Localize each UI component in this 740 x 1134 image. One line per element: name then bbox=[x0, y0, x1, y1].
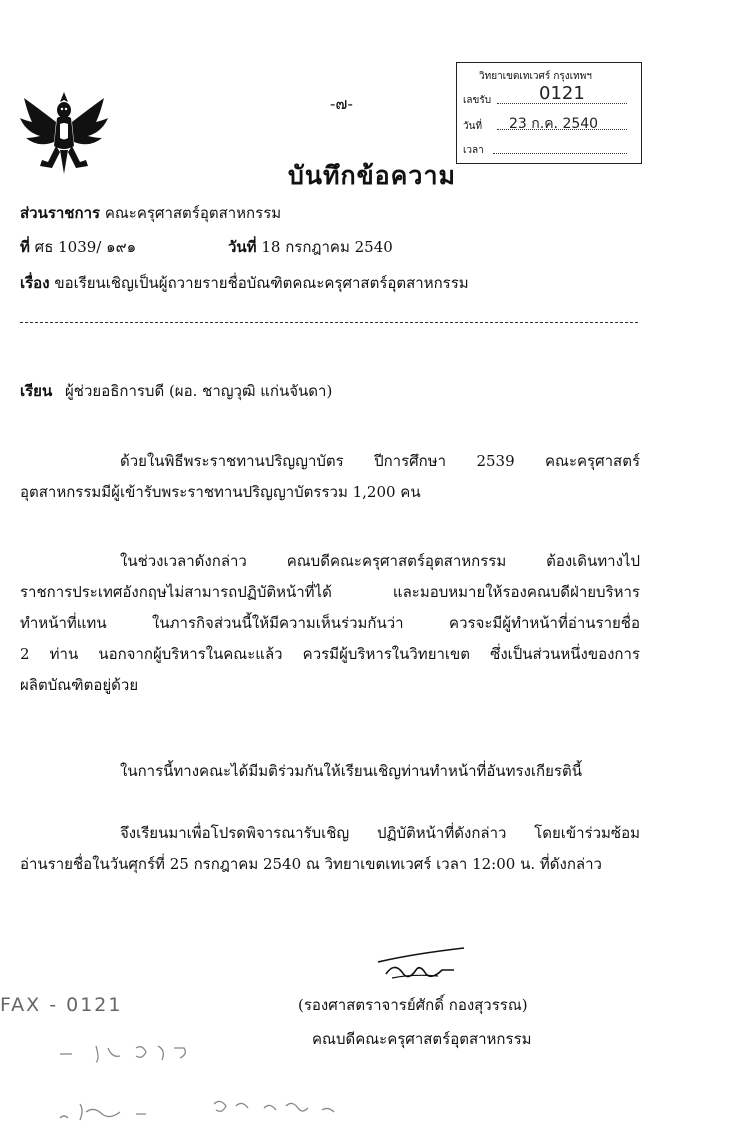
paragraph-1-line: ด้วยในพิธีพระราชทานปริญญาบัตร ปีการศึกษา 2539 คณะครุศาสตร์ bbox=[120, 452, 640, 470]
paragraph-4 bbox=[20, 818, 640, 880]
doc-no-label: ที่ bbox=[20, 238, 30, 256]
stamp-org: วิทยาเขตเทเวศร์ กรุงเทพฯ bbox=[479, 71, 592, 82]
date-label: วันที่ bbox=[228, 238, 257, 256]
subject-value: ขอเรียนเชิญเป็นผู้ถวายรายชื่อบัณฑิตคณะครุศาสตร์อุตสาหกรรม bbox=[54, 274, 469, 292]
paragraph-3 bbox=[20, 756, 640, 787]
paragraph-3-line: ในการนี้ทางคณะได้มีมติร่วมกันให้เรียนเชิญท่านทำหน้าที่อันทรงเกียรตินี้ bbox=[120, 762, 582, 780]
header-dept bbox=[20, 206, 281, 221]
stamp-time-label: เวลา bbox=[463, 145, 484, 156]
fax-note: FAX - 0121 bbox=[0, 994, 123, 1016]
header-separator bbox=[20, 322, 638, 323]
paragraph-1 bbox=[20, 446, 640, 508]
received-stamp bbox=[456, 62, 642, 164]
signature-scribble bbox=[372, 944, 472, 994]
paragraph-2-line: ราชการประเทศอังกฤษไม่สามารถปฏิบัติหน้าที่ได้ และมอบหมายให้รองคณบดีฝ่ายบริหาร bbox=[20, 583, 640, 601]
salutation bbox=[20, 384, 332, 399]
page-mark: -๗- bbox=[330, 94, 353, 113]
paragraph-4-line: อ่านรายชื่อในวันศุกร์ที่ 25 กรกฎาคม 2540 ณ วิทยาเขตเทเวศร์ เวลา 12:00 น. ที่ดังกล่าว bbox=[20, 855, 602, 873]
handwritten-margin-note bbox=[50, 1040, 370, 1130]
date-value: 18 กรกฎาคม 2540 bbox=[261, 238, 393, 256]
stamp-received-label: เลขรับ bbox=[463, 95, 492, 106]
paragraph-2-line: ในช่วงเวลาดังกล่าว คณบดีคณะครุศาสตร์อุตสาหกรรม ต้องเดินทางไป bbox=[120, 552, 640, 570]
paragraph-2-line: ผลิตบัณฑิตอยู่ด้วย bbox=[20, 676, 139, 694]
garuda-emblem bbox=[18, 88, 110, 180]
paragraph-1-line: อุตสาหกรรมมีผู้เข้ารับพระราชทานปริญญาบัตรรวม 1,200 คน bbox=[20, 483, 421, 501]
stamp-time-rule bbox=[493, 153, 627, 154]
header-doc-no bbox=[20, 240, 136, 255]
header-date bbox=[228, 240, 393, 255]
paragraph-2 bbox=[20, 546, 640, 701]
signatory-position: คณบดีคณะครุศาสตร์อุตสาหกรรม bbox=[312, 1030, 532, 1048]
paragraph-2-line: 2 ท่าน นอกจากผู้บริหารในคณะแล้ว ควรมีผู้บริหารในวิทยาเขต ซึ่งเป็นส่วนหนึ่งของการ bbox=[20, 645, 640, 663]
subject-label: เรื่อง bbox=[20, 274, 50, 292]
dept-label: ส่วนราชการ bbox=[20, 204, 101, 222]
stamp-date-label: วันที่ bbox=[463, 121, 483, 132]
stamp-received-no: 0121 bbox=[539, 83, 585, 104]
paragraph-2-line: ทำหน้าที่แทน ในภารกิจส่วนนี้ให้มีความเห็นร่วมกันว่า ควรจะมีผู้ทำหน้าที่อ่านรายชื่อ bbox=[20, 614, 640, 632]
signatory-name: (รองศาสตราจารย์ศักดิ์ กองสุวรรณ) bbox=[298, 996, 528, 1014]
doc-no-value: ศธ 1039/ ๑๙๑ bbox=[34, 238, 137, 256]
salutation-label: เรียน bbox=[20, 382, 53, 400]
header-subject bbox=[20, 276, 469, 291]
stamp-date-value: 23 ก.ค. 2540 bbox=[509, 116, 599, 132]
paragraph-4-line: จึงเรียนมาเพื่อโปรดพิจารณารับเชิญ ปฏิบัติหน้าที่ดังกล่าว โดยเข้าร่วมซ้อม bbox=[120, 824, 640, 842]
memo-title: บันทึกข้อความ bbox=[288, 161, 456, 190]
dept-value: คณะครุศาสตร์อุตสาหกรรม bbox=[104, 204, 282, 222]
salutation-value: ผู้ช่วยอธิการบดี (ผอ. ชาญวุฒิ แก่นจันดา) bbox=[65, 382, 333, 400]
